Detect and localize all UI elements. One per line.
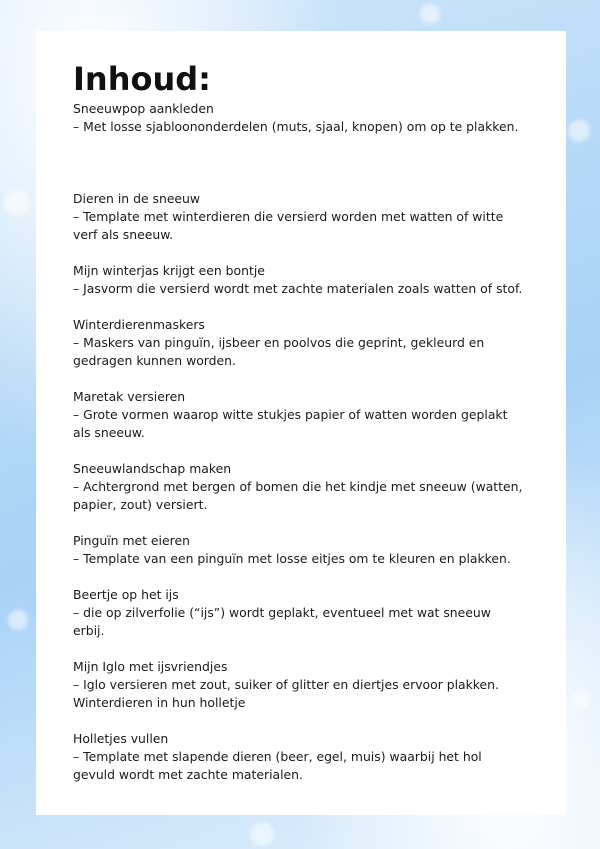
section-description: – Template met winterdieren die versierd worden met watten of witte verf als sneeuw. <box>73 209 504 242</box>
background-bokeh <box>568 120 590 142</box>
section-heading: Winterdierenmaskers <box>73 317 205 332</box>
content-list <box>73 100 523 784</box>
section-description: – Template van een pinguïn met losse eitjes om te kleuren en plakken. <box>73 551 511 566</box>
background-bokeh <box>572 690 590 708</box>
page-title: Inhoud: <box>73 60 211 98</box>
background-bokeh <box>4 190 30 216</box>
section-description: – Grote vormen waarop witte stukjes papier of watten worden geplakt als sneeuw. <box>73 407 508 440</box>
background-bokeh <box>250 822 274 846</box>
section-description: – Met losse sjabloononderdelen (muts, sjaal, knopen) om op te plakken. <box>73 119 519 134</box>
section-description: – Achtergrond met bergen of bomen die het kindje met sneeuw (watten, papier, zout) versiert. <box>73 479 523 512</box>
background-bokeh <box>8 610 28 630</box>
section-heading: Mijn Iglo met ijsvriendjes <box>73 659 228 674</box>
section-heading: Mijn winterjas krijgt een bontje <box>73 263 265 278</box>
section-description: Winterdieren in hun holletje <box>73 695 246 710</box>
section-description: – Maskers van pinguïn, ijsbeer en poolvos die geprint, gekleurd en gedragen kunnen worden. <box>73 335 485 368</box>
section-heading: Maretak versieren <box>73 389 186 404</box>
section-holletjes-vullen <box>73 730 523 784</box>
section-description: – die op zilverfolie (“ijs”) wordt geplakt, eventueel met wat sneeuw erbij. <box>73 605 491 638</box>
section-description: – Iglo versieren met zout, suiker of glitter en diertjes ervoor plakken. <box>73 677 499 692</box>
section-heading: Holletjes vullen <box>73 731 169 746</box>
section-description: – Jasvorm die versierd wordt met zachte materialen zoals watten of stof. <box>73 281 523 296</box>
section-heading: Sneeuwlandschap maken <box>73 461 232 476</box>
section-heading: Sneeuwpop aankleden <box>73 101 214 116</box>
section-sneeuwlandschap-maken <box>73 460 523 514</box>
section-maretak-versieren <box>73 388 523 442</box>
section-dieren-in-de-sneeuw <box>73 190 523 244</box>
section-description: – Template met slapende dieren (beer, egel, muis) waarbij het hol gevuld wordt met zachte materialen. <box>73 749 482 782</box>
document-page <box>36 31 566 815</box>
background-bokeh <box>420 4 440 24</box>
section-winterjas-bontje <box>73 262 523 298</box>
section-sneeuwpop-aankleden <box>73 100 523 136</box>
section-beertje-op-het-ijs <box>73 586 523 640</box>
section-heading: Dieren in de sneeuw <box>73 191 201 206</box>
section-heading: Beertje op het ijs <box>73 587 179 602</box>
section-iglo-met-ijsvriendjes <box>73 658 523 712</box>
section-winterdierenmaskers <box>73 316 523 370</box>
section-heading: Pinguïn met eieren <box>73 533 190 548</box>
section-pinguin-met-eieren <box>73 532 523 568</box>
